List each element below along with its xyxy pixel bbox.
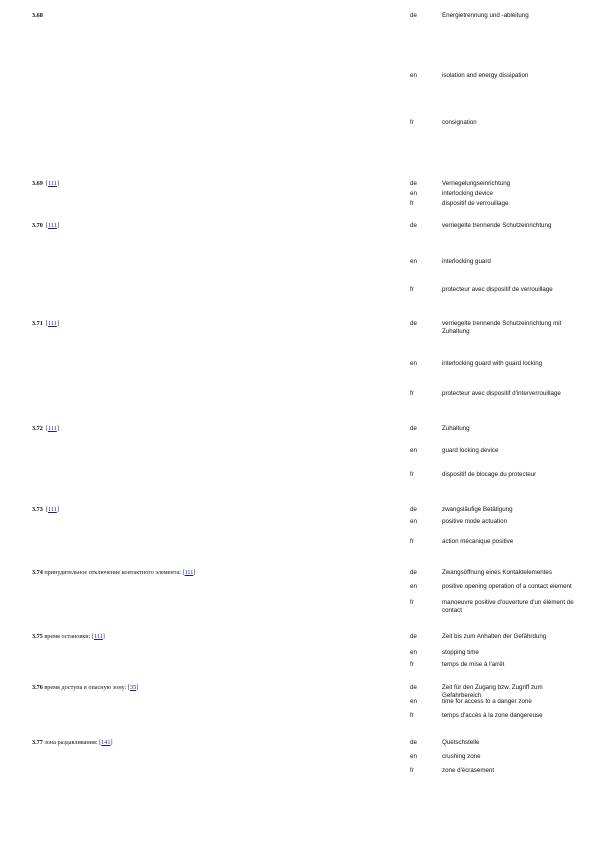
term-translation: Zeit bis zum Anhalten der Gefährdung <box>442 633 547 640</box>
term-translation: Zwangsöffnung eines Kontaktelementes <box>442 569 552 576</box>
reference-link[interactable]: 111 <box>47 506 57 513</box>
language-code: en <box>410 518 417 525</box>
definition-text: время доступа в опасную зону: <box>44 684 127 691</box>
term-translation: protecteur avec dispositif de verrouillage <box>442 286 553 293</box>
definition-text: зона раздавливания: <box>44 739 98 746</box>
language-code: fr <box>410 200 414 207</box>
language-code: fr <box>410 661 414 668</box>
term-translation: verriegelte trennende Schutzeinrichtung mit Zuhaltung <box>442 320 562 336</box>
glossary-entry <box>0 739 595 799</box>
term-translation: Quetschstelle <box>442 739 480 746</box>
term-translation: Zeit für den Zugang bzw. Zugriff zum Gefahrbereich <box>442 684 543 700</box>
language-code: fr <box>410 286 414 293</box>
reference-link[interactable]: 111 <box>93 633 103 640</box>
glossary-entry <box>0 506 595 564</box>
glossary-entry <box>0 569 595 629</box>
language-code: de <box>410 684 417 691</box>
definition-text: принудительное отключение контактного элемента: <box>44 569 181 576</box>
reference-link[interactable]: 141 <box>101 739 111 746</box>
term-translation: time for access to a danger zone <box>442 698 532 705</box>
language-code: fr <box>410 538 414 545</box>
entry-number: 3.72 <box>32 425 43 432</box>
glossary-entry <box>0 180 595 218</box>
term-translation: Energietrennung und -ableitung <box>442 12 529 19</box>
term-translation: Verriegelungseinrichtung <box>442 180 511 187</box>
language-code: en <box>410 72 417 79</box>
entry-definition: 3.77 зона раздавливания: [141] <box>32 739 113 746</box>
language-code: fr <box>410 599 414 606</box>
glossary-entry <box>0 12 595 176</box>
term-translation: positive opening operation of a contact element <box>442 583 572 590</box>
term-translation: stopping time <box>442 649 479 656</box>
definition-text: время остановки: <box>44 633 91 640</box>
entry-number: 3.69 <box>32 180 43 187</box>
entry-definition: 3.75 время остановки: [111] <box>32 633 105 640</box>
entry-number: 3.73 <box>32 506 43 513</box>
language-code: de <box>410 12 417 19</box>
entry-definition: 3.73 [111] <box>32 506 59 513</box>
language-code: en <box>410 360 417 367</box>
language-code: de <box>410 739 417 746</box>
term-translation: guard locking device <box>442 447 499 454</box>
term-translation: consignation <box>442 119 477 126</box>
glossary-entry <box>0 633 595 679</box>
term-translation: positive mode actuation <box>442 518 508 525</box>
reference-link[interactable]: 111 <box>47 425 57 432</box>
language-code: en <box>410 698 417 705</box>
entry-number: 3.76 <box>32 684 43 691</box>
language-code: de <box>410 569 417 576</box>
glossary-entry <box>0 425 595 501</box>
entry-definition: 3.71 [111] <box>32 320 59 327</box>
entry-number: 3.77 <box>32 739 43 746</box>
entry-number: 3.75 <box>32 633 43 640</box>
entry-number: 3.74 <box>32 569 43 576</box>
language-code: de <box>410 320 417 327</box>
language-code: en <box>410 447 417 454</box>
term-translation: manoeuvre positive d'ouverture d'un élément de contact <box>442 599 574 615</box>
glossary-entry <box>0 684 595 734</box>
language-code: fr <box>410 471 414 478</box>
entry-definition: 3.76 время доступа в опасную зону: [35] <box>32 684 139 691</box>
entry-definition <box>32 12 404 20</box>
term-translation: interlocking guard <box>442 258 491 265</box>
term-translation: crushing zone <box>442 753 481 760</box>
term-translation: dispositif de blocage du protecteur <box>442 471 537 478</box>
term-translation: interlocking guard with guard locking <box>442 360 543 367</box>
term-translation: action mécanique positive <box>442 538 514 545</box>
term-translation: Zuhaltung <box>442 425 470 432</box>
language-code: en <box>410 583 417 590</box>
entry-number: 3.71 <box>32 320 43 327</box>
term-translation: zone d'écrasement <box>442 767 495 774</box>
term-translation: temps de mise à l'arrêt <box>442 661 505 668</box>
reference-link[interactable]: 111 <box>47 222 57 229</box>
language-code: fr <box>410 390 414 397</box>
term-translation: interlocking device <box>442 190 493 197</box>
reference-link[interactable]: 111 <box>47 180 57 187</box>
reference-link[interactable]: 111 <box>47 320 57 327</box>
language-code: en <box>410 190 417 197</box>
language-code: fr <box>410 767 414 774</box>
term-translation: zwangsläufige Betätigung <box>442 506 513 513</box>
entry-definition: 3.70 [111] <box>32 222 59 229</box>
reference-link[interactable]: 35 <box>130 684 137 691</box>
entry-definition: 3.72 [111] <box>32 425 59 432</box>
entry-number: 3.70 <box>32 222 43 229</box>
language-code: fr <box>410 712 414 719</box>
entry-number: 3.68 <box>32 12 43 19</box>
glossary-entry <box>0 320 595 420</box>
term-translation: protecteur avec dispositif d'interverrouillage <box>442 390 561 397</box>
language-code: de <box>410 425 417 432</box>
term-translation: verriegelte trennende Schutzeinrichtung <box>442 222 552 229</box>
language-code: de <box>410 633 417 640</box>
glossary-entry <box>0 222 595 316</box>
language-code: de <box>410 180 417 187</box>
language-code: de <box>410 222 417 229</box>
language-code: de <box>410 506 417 513</box>
language-code: fr <box>410 119 414 126</box>
term-translation: temps d'accès à la zone dangereuse <box>442 712 543 719</box>
reference-link[interactable]: 111 <box>184 569 194 576</box>
language-code: en <box>410 649 417 656</box>
entry-definition: 3.74 принудительное отключение контактного элемента: [111] <box>32 569 196 576</box>
language-code: en <box>410 258 417 265</box>
entry-definition: 3.69 [111] <box>32 180 59 187</box>
language-code: en <box>410 753 417 760</box>
term-translation: dispositif de verrouillage <box>442 200 509 207</box>
term-translation: isolation and energy dissipation <box>442 72 529 79</box>
